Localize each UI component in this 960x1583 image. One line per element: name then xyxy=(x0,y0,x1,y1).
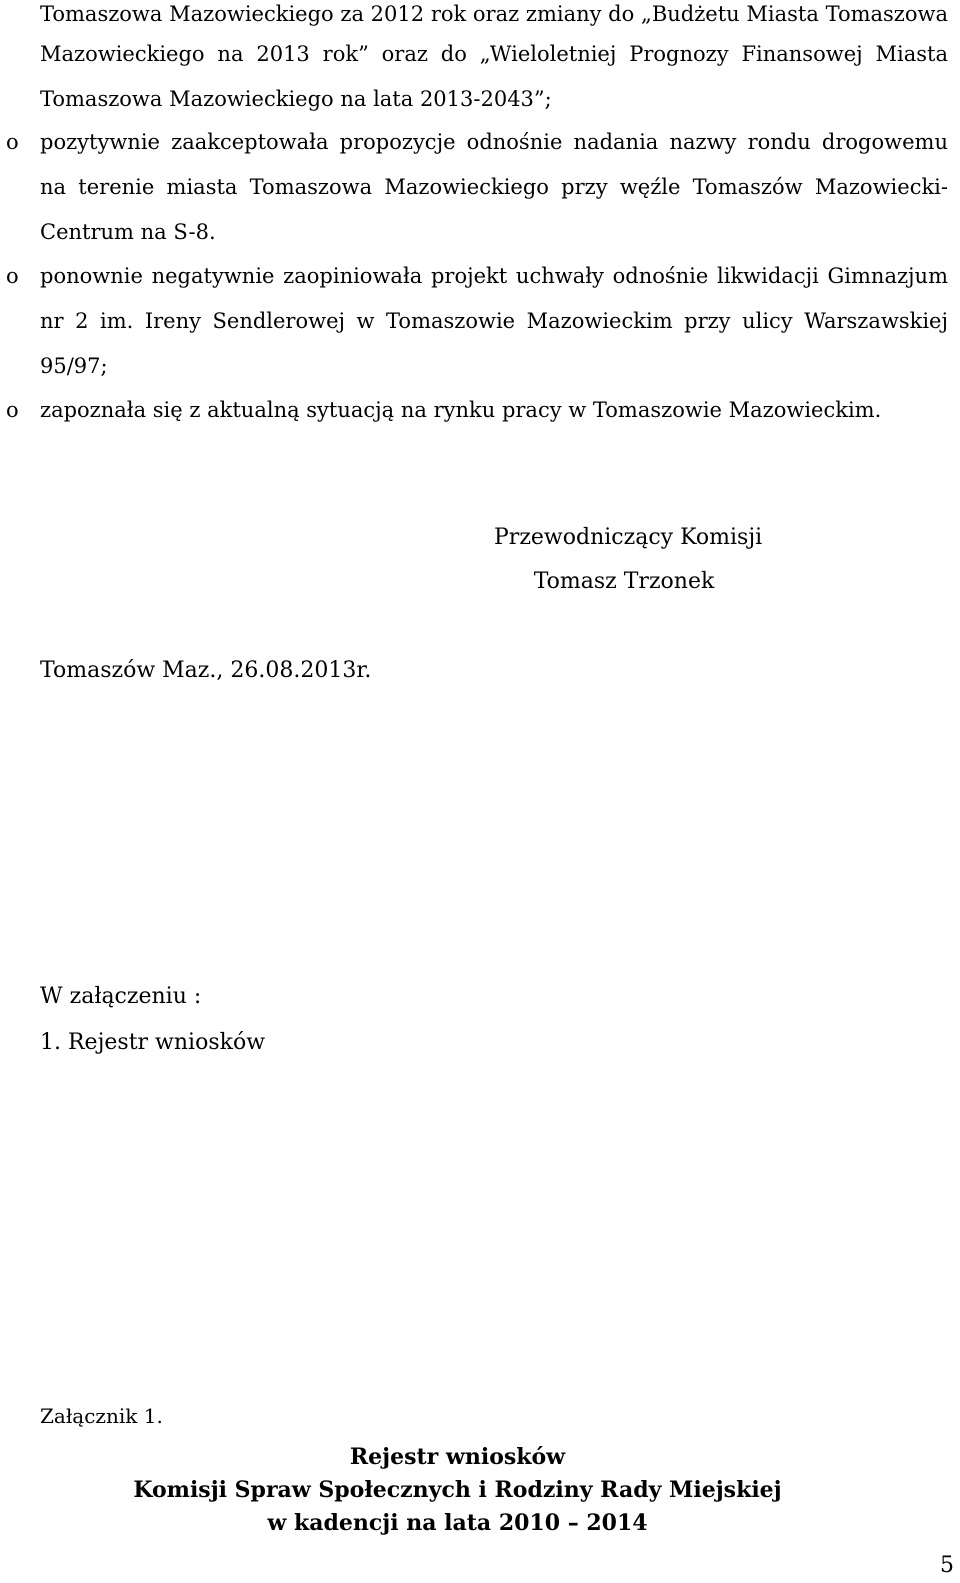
list-item-line: nr 2 im. Ireny Sendlerowej w Tomaszowie Mazowieckim przy ulicy Warszawskiej xyxy=(40,309,948,333)
intro-line: Mazowieckiego na 2013 rok” oraz do „Wieloletniej Prognozy Finansowej Miasta xyxy=(40,42,948,66)
list-item-line: ponownie negatywnie zaopiniowała projekt uchwały odnośnie likwidacji Gimnazjum xyxy=(40,264,948,288)
list-item-line: pozytywnie zaakceptowała propozycje odnośnie nadania nazwy rondu drogowemu xyxy=(40,130,948,154)
list-item-line: 95/97; xyxy=(40,354,108,378)
intro-line: Tomaszowa Mazowieckiego za 2012 rok oraz zmiany do „Budżetu Miasta Tomaszowa xyxy=(40,2,948,26)
bullet-marker: o xyxy=(6,130,19,154)
annex-label: Załącznik 1. xyxy=(40,1404,163,1428)
intro-line: Tomaszowa Mazowieckiego na lata 2013-2043”; xyxy=(40,87,552,111)
signature-role: Przewodniczący Komisji xyxy=(494,525,763,550)
bullet-marker: o xyxy=(6,264,19,288)
attachments-heading: W załączeniu : xyxy=(40,984,202,1009)
bullet-marker: o xyxy=(6,398,19,422)
attachment-item: 1. Rejestr wniosków xyxy=(40,1030,266,1055)
annex-title-line: Rejestr wniosków xyxy=(349,1444,566,1470)
annex-title-line: Komisji Spraw Społecznych i Rodziny Rady Miejskiej xyxy=(133,1477,782,1503)
list-item-line: Centrum na S-8. xyxy=(40,220,216,244)
signature-name: Tomasz Trzonek xyxy=(533,569,715,594)
list-item-line: na terenie miasta Tomaszowa Mazowieckiego przy węźle Tomaszów Mazowiecki- xyxy=(40,175,948,199)
list-item-line: zapoznała się z aktualną sytuacją na rynku pracy w Tomaszowie Mazowieckim. xyxy=(40,398,882,422)
place-date: Tomaszów Maz., 26.08.2013r. xyxy=(40,658,372,683)
annex-title-line: w kadencji na lata 2010 – 2014 xyxy=(267,1510,648,1536)
page-number: 5 xyxy=(940,1553,954,1578)
